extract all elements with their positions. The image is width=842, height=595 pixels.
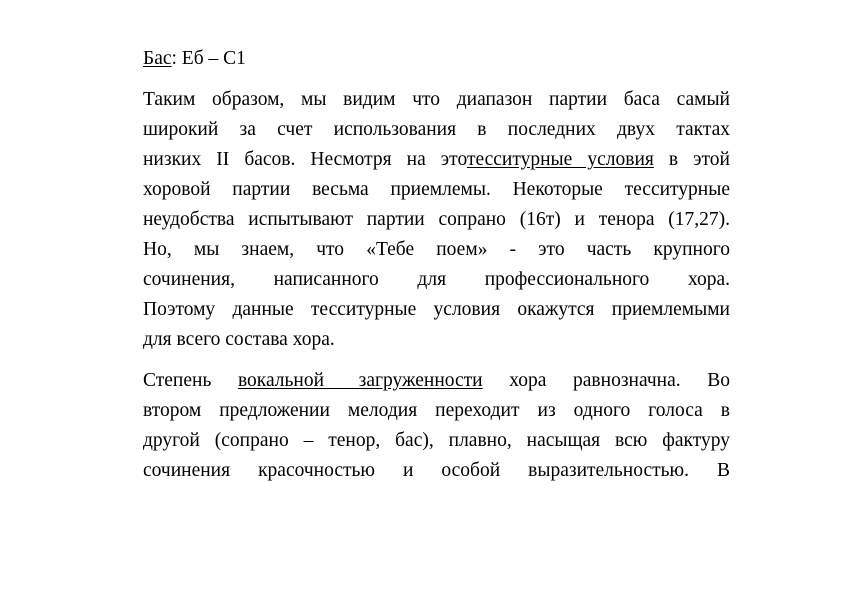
text-line: сочинения, написанного для профессионального хора. [143, 269, 730, 290]
text-line [143, 366, 730, 396]
text-line: Но, мы знаем, что «Тебе поем» - это часть крупного [143, 239, 730, 260]
heading-label: Бас [143, 48, 172, 69]
text-segment: в этой [653, 149, 730, 170]
text-line [143, 145, 730, 175]
text-column [143, 44, 730, 497]
paragraph-vocal-load [143, 366, 730, 486]
text-line: широкий за счет использования в последних двух тактах [143, 119, 730, 140]
text-line: втором предложении мелодия переходит из одного голоса в [143, 400, 730, 421]
text-line: неудобства испытывают партии сопрано (16т) и тенора (17,27). [143, 209, 730, 230]
text-line: Поэтому данные тесситурные условия окажутся приемлемыми [143, 299, 730, 320]
text-line: сочинения красочностью и особой выразительностью. В [143, 460, 730, 481]
text-segment: низких II басов. Несмотря на это [143, 149, 467, 170]
underlined-term: тесситурные условия [466, 149, 654, 170]
text-line: для всего состава хора. [143, 329, 335, 350]
text-line: хоровой партии весьма приемлемы. Некоторые тесситурные [143, 179, 730, 200]
voice-range-heading [143, 44, 730, 74]
text-line: другой (сопрано – тенор, бас), плавно, насыщая всю фактуру [143, 430, 730, 451]
paragraph-bass-range [143, 85, 730, 355]
heading-range: : Еб – С1 [171, 48, 246, 69]
text-line: Таким образом, мы видим что диапазон партии баса самый [143, 89, 730, 110]
text-segment: хора равнозначна. Во [482, 370, 730, 391]
text-segment: Степень [143, 370, 238, 391]
underlined-term: вокальной загруженности [237, 370, 483, 391]
